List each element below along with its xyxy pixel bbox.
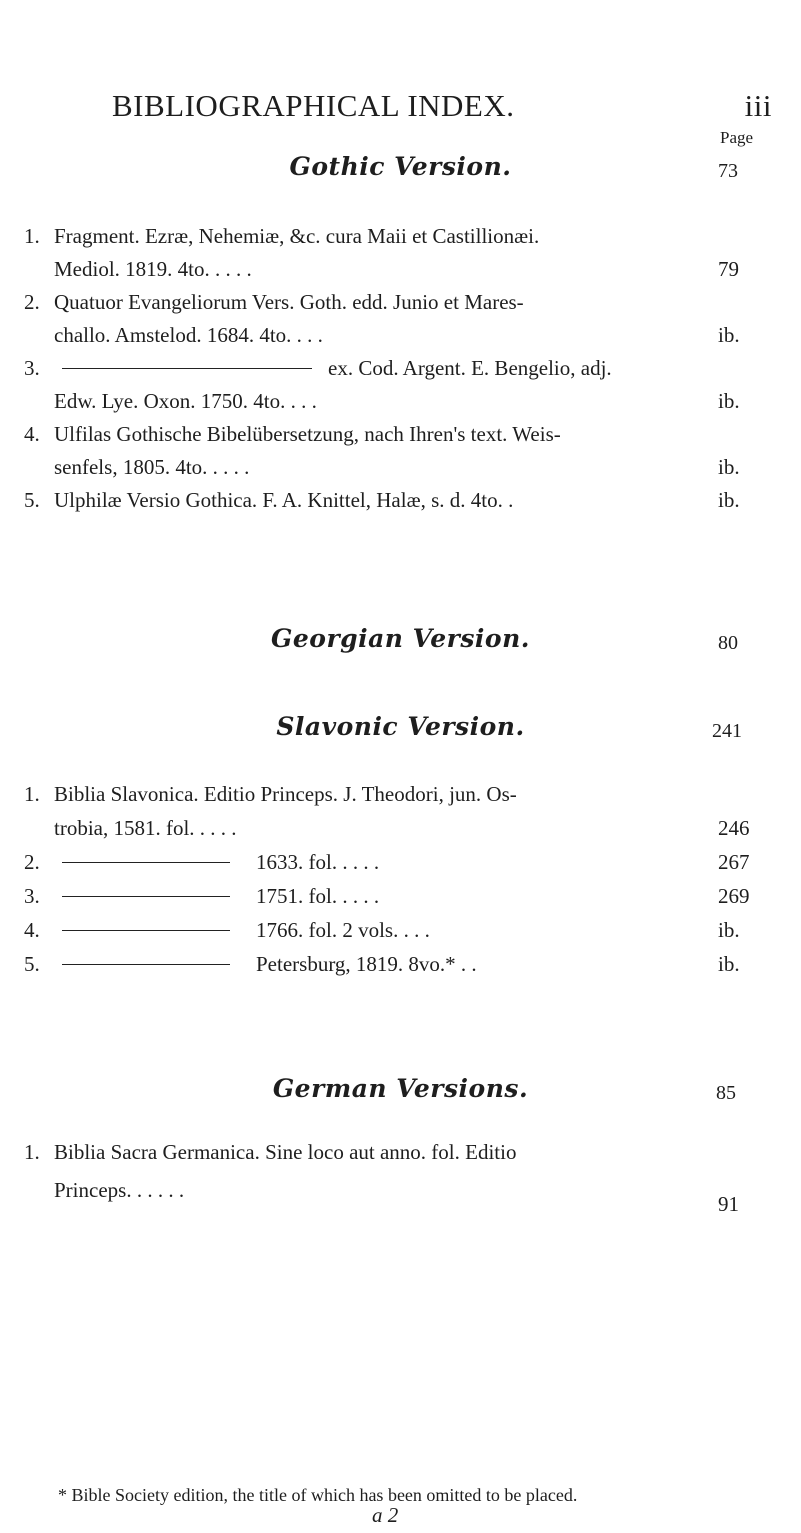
entry-text: senfels, 1805. 4to. . . . . bbox=[54, 455, 250, 479]
entry-text: ex. Cod. Argent. E. Bengelio, adj. bbox=[328, 356, 612, 380]
entry-text: Biblia Sacra Germanica. Sine loco aut anno. fol. Editio bbox=[54, 1140, 517, 1164]
list-item-continuation bbox=[0, 323, 801, 355]
header-folio: iii bbox=[744, 88, 772, 123]
list-item bbox=[0, 422, 801, 454]
entry-text: Petersburg, 1819. 8vo.* . . bbox=[256, 952, 477, 976]
entry-number: 2. bbox=[24, 290, 40, 314]
list-item bbox=[0, 356, 801, 388]
section-page-gothic: 73 bbox=[718, 160, 738, 182]
entry-text: challo. Amstelod. 1684. 4to. . . . bbox=[54, 323, 323, 347]
list-item-continuation bbox=[0, 816, 801, 848]
entry-text: 1766. fol. 2 vols. . . . bbox=[256, 918, 430, 942]
entry-text: Ulfilas Gothische Bibelübersetzung, nach Ihren's text. Weis- bbox=[54, 422, 561, 446]
entry-text: Edw. Lye. Oxon. 1750. 4to. . . . bbox=[54, 389, 317, 413]
section-page-georgian: 80 bbox=[718, 632, 738, 654]
entry-text: Fragment. Ezræ, Nehemiæ, &c. cura Maii et Castillionæi. bbox=[54, 224, 540, 248]
entry-text: Ulphilæ Versio Gothica. F. A. Knittel, Halæ, s. d. 4to. . bbox=[54, 488, 514, 512]
entry-number: 1. bbox=[24, 224, 40, 248]
entry-number: 5. bbox=[24, 488, 40, 512]
entry-page-ref: 267 bbox=[718, 850, 750, 874]
entry-text: 1751. fol. . . . . bbox=[256, 884, 380, 908]
list-item-continuation bbox=[0, 1178, 801, 1216]
ditto-rule bbox=[62, 368, 312, 369]
list-item bbox=[0, 488, 801, 520]
list-item-continuation bbox=[0, 455, 801, 487]
page-column-label: Page bbox=[720, 128, 754, 147]
list-item bbox=[0, 884, 801, 916]
list-item-continuation bbox=[0, 389, 801, 421]
entry-number: 1. bbox=[24, 782, 40, 806]
entry-page-ref: 269 bbox=[718, 884, 750, 908]
entry-text: Quatuor Evangeliorum Vers. Goth. edd. Junio et Mares- bbox=[54, 290, 524, 314]
entry-text: Mediol. 1819. 4to. . . . . bbox=[54, 257, 252, 281]
section-heading-georgian: Georgian Version. bbox=[271, 624, 530, 653]
running-header bbox=[112, 88, 772, 124]
section-page-german: 85 bbox=[716, 1082, 736, 1104]
entry-number: 3. bbox=[24, 884, 40, 908]
entry-page-ref: ib. bbox=[718, 918, 740, 942]
entry-number: 5. bbox=[24, 952, 40, 976]
list-item bbox=[0, 782, 801, 814]
list-item bbox=[0, 918, 801, 950]
list-item bbox=[0, 224, 801, 256]
list-item bbox=[0, 1140, 801, 1172]
entry-page-ref: 246 bbox=[718, 816, 750, 840]
section-page-slavonic: 241 bbox=[712, 720, 742, 742]
entry-number: 2. bbox=[24, 850, 40, 874]
list-item bbox=[0, 850, 801, 882]
ditto-rule bbox=[62, 896, 230, 897]
signature-mark: a 2 bbox=[372, 1503, 399, 1527]
entry-number: 3. bbox=[24, 356, 40, 380]
list-item bbox=[0, 290, 801, 322]
section-heading-gothic: Gothic Version. bbox=[289, 152, 512, 181]
entry-page-ref: ib. bbox=[718, 389, 740, 413]
ditto-rule bbox=[62, 862, 230, 863]
entry-number: 1. bbox=[24, 1140, 40, 1164]
ditto-rule bbox=[62, 930, 230, 931]
ditto-rule bbox=[62, 964, 230, 965]
entry-page-ref: ib. bbox=[718, 323, 740, 347]
entry-page-ref: ib. bbox=[718, 488, 740, 512]
section-heading-german: German Versions. bbox=[272, 1074, 529, 1103]
entry-number: 4. bbox=[24, 918, 40, 942]
entry-page-ref: ib. bbox=[718, 952, 740, 976]
entry-page-ref: 91 bbox=[718, 1192, 739, 1216]
entry-page-ref: ib. bbox=[718, 455, 740, 479]
footnote: * Bible Society edition, the title of which has been omitted to be placed. bbox=[58, 1485, 578, 1505]
entry-text: 1633. fol. . . . . bbox=[256, 850, 380, 874]
list-item-continuation bbox=[0, 257, 801, 289]
entry-page-ref: 79 bbox=[718, 257, 739, 281]
header-title: BIBLIOGRAPHICAL INDEX. bbox=[112, 88, 515, 123]
entry-text: Princeps. . . . . . bbox=[54, 1178, 185, 1202]
entry-text: Biblia Slavonica. Editio Princeps. J. Theodori, jun. Os- bbox=[54, 782, 517, 806]
entry-text: trobia, 1581. fol. . . . . bbox=[54, 816, 237, 840]
list-item bbox=[0, 952, 801, 984]
entry-number: 4. bbox=[24, 422, 40, 446]
section-heading-slavonic: Slavonic Version. bbox=[276, 712, 525, 741]
